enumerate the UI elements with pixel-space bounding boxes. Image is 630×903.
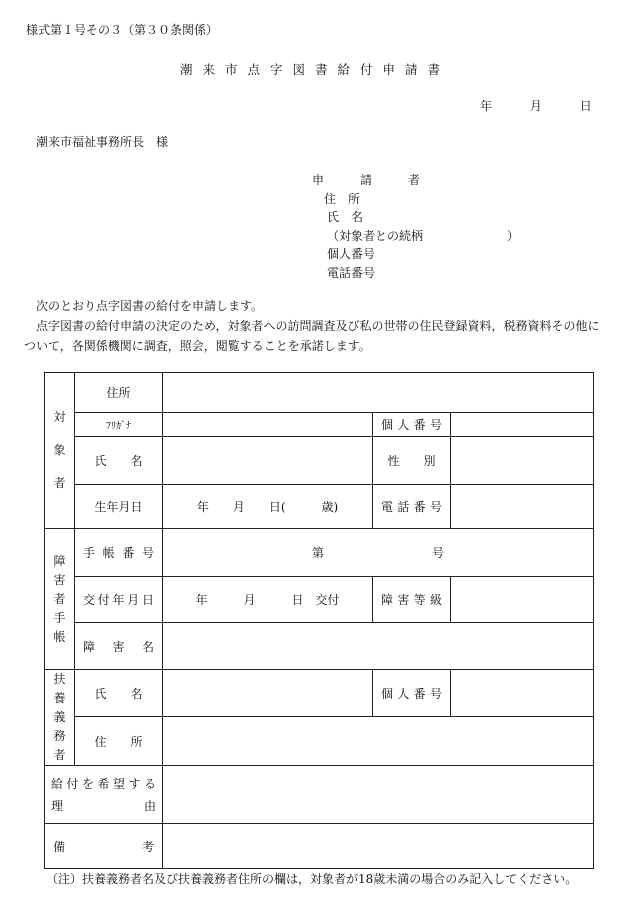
date-day-label: 日	[579, 99, 592, 113]
subject-furigana-label: ﾌﾘｶﾞﾅ	[75, 413, 163, 437]
handbook-issue-date-field[interactable]: 年 月 日 交付	[163, 577, 373, 623]
subject-birthdate-label: 生年月日	[75, 485, 163, 529]
form-id: 様式第１号その３（第３０条関係）	[26, 23, 219, 37]
guardian-address-label: 住 所	[75, 717, 163, 766]
subject-address-label: 住所	[75, 373, 163, 413]
subject-id-field[interactable]	[451, 413, 594, 437]
subject-furigana-field[interactable]	[163, 413, 373, 437]
addressee: 潮来市福祉事務所長 様	[36, 135, 169, 149]
reason-field[interactable]	[163, 766, 594, 824]
handbook-grade-field[interactable]	[451, 577, 594, 623]
subject-id-label: 個人番号	[373, 413, 451, 437]
guardian-address-field[interactable]	[163, 717, 594, 766]
guardian-id-label: 個人番号	[373, 670, 451, 717]
disability-name-field[interactable]	[163, 623, 594, 670]
statement-line-2: 点字図書の給付申請の決定のため，対象者への訪問調査及び私の世帯の住民登録資料，税務資料その他に	[36, 319, 600, 333]
applicant-id-label: 個人番号	[327, 247, 376, 261]
remarks-field[interactable]	[163, 824, 594, 869]
subject-gender-label: 性 別	[373, 437, 451, 485]
footnote: （注）扶養義務者名及び扶養義務者住所の欄は，対象者が18歳未満の場合のみ記入してください。	[46, 872, 578, 886]
applicant-relation-label: （対象者との続柄 ）	[327, 229, 520, 243]
application-table	[44, 372, 594, 869]
reason-label: 給付を希望する 理 由	[45, 766, 163, 824]
subject-name-label: 氏 名	[75, 437, 163, 485]
date-line	[480, 97, 592, 114]
subject-name-field[interactable]	[163, 437, 373, 485]
handbook-section-label: 障 害 者 手 帳	[45, 529, 75, 670]
applicant-name-label: 氏 名	[327, 210, 364, 224]
handbook-grade-label: 障害等級	[373, 577, 451, 623]
subject-gender-field[interactable]	[451, 437, 594, 485]
subject-section-label: 対 象 者	[45, 373, 75, 529]
disability-name-label: 障害名	[75, 623, 163, 670]
subject-birthdate-field[interactable]: 年 月 日( 歳)	[163, 485, 373, 529]
guardian-name-label: 氏 名	[75, 670, 163, 717]
date-year-label: 年	[480, 99, 493, 113]
guardian-section-label: 扶 養 義 務 者	[45, 670, 75, 766]
subject-address-field[interactable]	[163, 373, 594, 413]
statement-line-3: ついて，各関係機関に調査，照会，閲覧することを承諾します。	[24, 339, 371, 353]
subject-phone-field[interactable]	[451, 485, 594, 529]
remarks-label: 備 考	[45, 824, 163, 869]
applicant-address-label: 住 所	[324, 192, 361, 206]
handbook-issue-date-label: 交付年月日	[75, 577, 163, 623]
page-title: 潮来市点字図書給付申請書	[179, 62, 450, 77]
handbook-number-label: 手帳番号	[75, 529, 163, 577]
applicant-heading: 申 請 者	[312, 173, 433, 187]
guardian-id-field[interactable]	[451, 670, 594, 717]
statement-line-1: 次のとおり点字図書の給付を申請します。	[36, 299, 264, 313]
guardian-name-field[interactable]	[163, 670, 373, 717]
date-month-label: 月	[529, 99, 542, 113]
subject-phone-label: 電話番号	[373, 485, 451, 529]
handbook-number-field[interactable]: 第 号	[163, 529, 594, 577]
applicant-phone-label: 電話番号	[327, 266, 376, 280]
